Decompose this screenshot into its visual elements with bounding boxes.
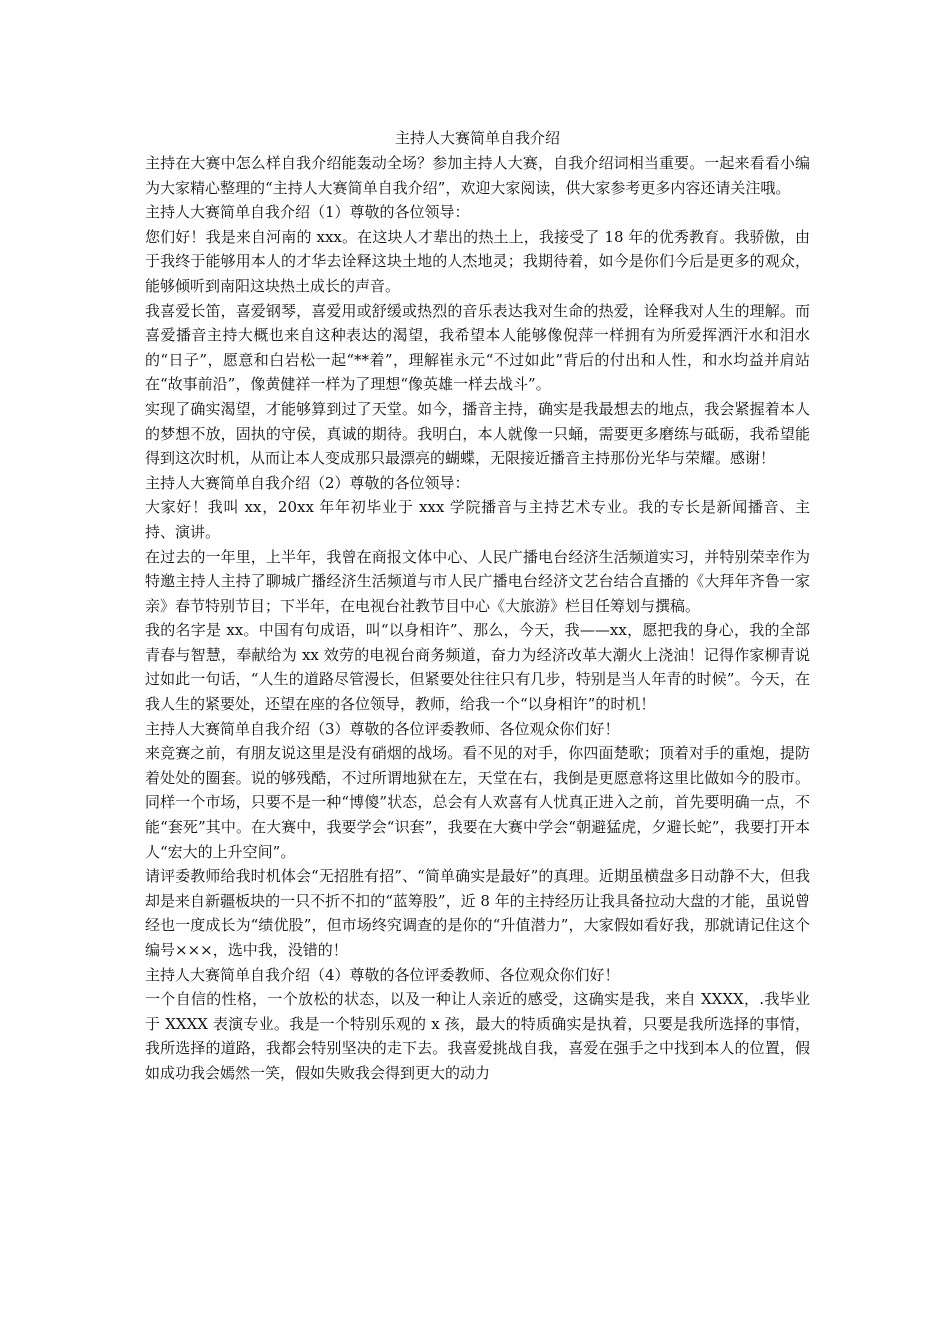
section-1-paragraph: 您们好！我是来自河南的 xxx。在这块人才辈出的热土上，我接受了 18 年的优秀教育。我骄傲，由于我终于能够用本人的才华去诠释这块土地的人杰地灵；我期待着，如今是你们今后是更多的观众，能够倾听到南阳这块热土成长的声音。 bbox=[145, 227, 810, 295]
section-2-paragraph: 我的名字是 xx。中国有句成语，叫“以身相许”、那么，今天，我——xx，愿把我的身心，我的全部青春与智慧，奉献给为 xx 效劳的电视台商务频道，奋力为经济改革大潮火上浇油！记得作家柳青说过如此一句话，“人生的道路尽管漫长，但紧要处往往只有几步，特别是当人年青的时候”。今天，在我人生的紧要处，还望在座的各位领导，教师，给我一个“以身相许”的时机！ bbox=[145, 621, 810, 714]
intro-paragraph: 主持在大赛中怎么样自我介绍能轰动全场？参加主持人大赛，自我介绍词相当重要。一起来看看小编为大家精心整理的“主持人大赛简单自我介绍”，欢迎大家阅读，供大家参考更多内容还请关注哦。 bbox=[145, 154, 810, 197]
document-page bbox=[145, 127, 810, 1086]
section-1-paragraph: 实现了确实渴望，才能够算到过了天堂。如今，播音主持，确实是我最想去的地点，我会紧握着本人的梦想不放，固执的守侯，真诚的期待。我明白，本人就像一只蛹，需要更多磨练与砥砺，我希望能得到这次时机，从而让本人变成那只最漂亮的蝴蝶，无限接近播音主持那份光华与荣耀。感谢！ bbox=[145, 399, 810, 468]
section-1-heading: 主持人大赛简单自我介绍（1）尊敬的各位领导： bbox=[145, 203, 470, 222]
section-4-heading: 主持人大赛简单自我介绍（4）尊敬的各位评委教师、各位观众你们好！ bbox=[145, 965, 620, 984]
section-4-paragraph: 一个自信的性格，一个放松的状态，以及一种让人亲近的感受，这确实是我，来自 XXXX，.我毕业于 XXXX 表演专业。我是一个特别乐观的 x 孩，最大的特质确实是执着，只要是我所选择的事情，我所选择的道路，我都会特别坚决的走下去。我喜爱挑战自我，喜爱在强手之中找到本人的位置，假如成功我会嫣然一笑，假如失败我会得到更大的动力 bbox=[145, 990, 810, 1082]
section-3-paragraph: 来竞赛之前，有朋友说这里是没有硝烟的战场。看不见的对手，你四面楚歌；顶着对手的重炮，提防着处处的圈套。说的够残酷，不过所谓地狱在左，天堂在右，我倒是更愿意将这里比做如今的股市。同样一个市场，只要不是一种“博傻”状态，总会有人欢喜有人忧真正进入之前，首先要明确一点，不能“套死”其中。在大赛中，我要学会“识套”，我要在大赛中学会“朝避猛虎，夕避长蛇”，我要打开本人“宏大的上升空间”。 bbox=[145, 744, 810, 861]
section-1-paragraph: 我喜爱长笛，喜爱钢琴，喜爱用或舒缓或热烈的音乐表达我对生命的热爱，诠释我对人生的理解。而喜爱播音主持大概也来自这种表达的渴望，我希望本人能够像倪萍一样拥有为所爱挥洒汗水和泪水的“日子”，愿意和白岩松一起“**着”，理解崔永元“不过如此”背后的付出和人性，和水均益并肩站在“故事前沿”，像黄健祥一样为了理想“像英雄一样去战斗”。 bbox=[145, 301, 810, 394]
document-title: 主持人大赛简单自我介绍 bbox=[394, 129, 560, 147]
section-3-heading: 主持人大赛简单自我介绍（3）尊敬的各位评委教师、各位观众你们好！ bbox=[145, 719, 620, 738]
section-2-heading: 主持人大赛简单自我介绍（2）尊敬的各位领导： bbox=[145, 473, 470, 492]
section-2-paragraph: 大家好！我叫 xx，20xx 年年初毕业于 xxx 学院播音与主持艺术专业。我的专长是新闻播音、主持、演讲。 bbox=[145, 498, 810, 541]
section-3-paragraph: 请评委教师给我时机体会“无招胜有招”、“简单确实是最好”的真理。近期虽横盘多日动静不大，但我却是来自新疆板块的一只不折不扣的“蓝筹股”，近 8 年的主持经历让我具备拉动大盘的才能，虽说曾经也一度成长为“绩优股”，但市场终究调查的是你的“升值潜力”，大家假如看好我，那就请记住这个编号×××，选中我，没错的！ bbox=[145, 867, 810, 959]
section-2-paragraph: 在过去的一年里，上半年，我曾在商报文体中心、人民广播电台经济生活频道实习，并特别荣幸作为特邀主持人主持了聊城广播经济生活频道与市人民广播电台经济文艺台结合直播的《大拜年齐鲁一家亲》春节特别节目；下半年，在电视台社教节目中心《大旅游》栏目任筹划与撰稿。 bbox=[145, 547, 810, 615]
